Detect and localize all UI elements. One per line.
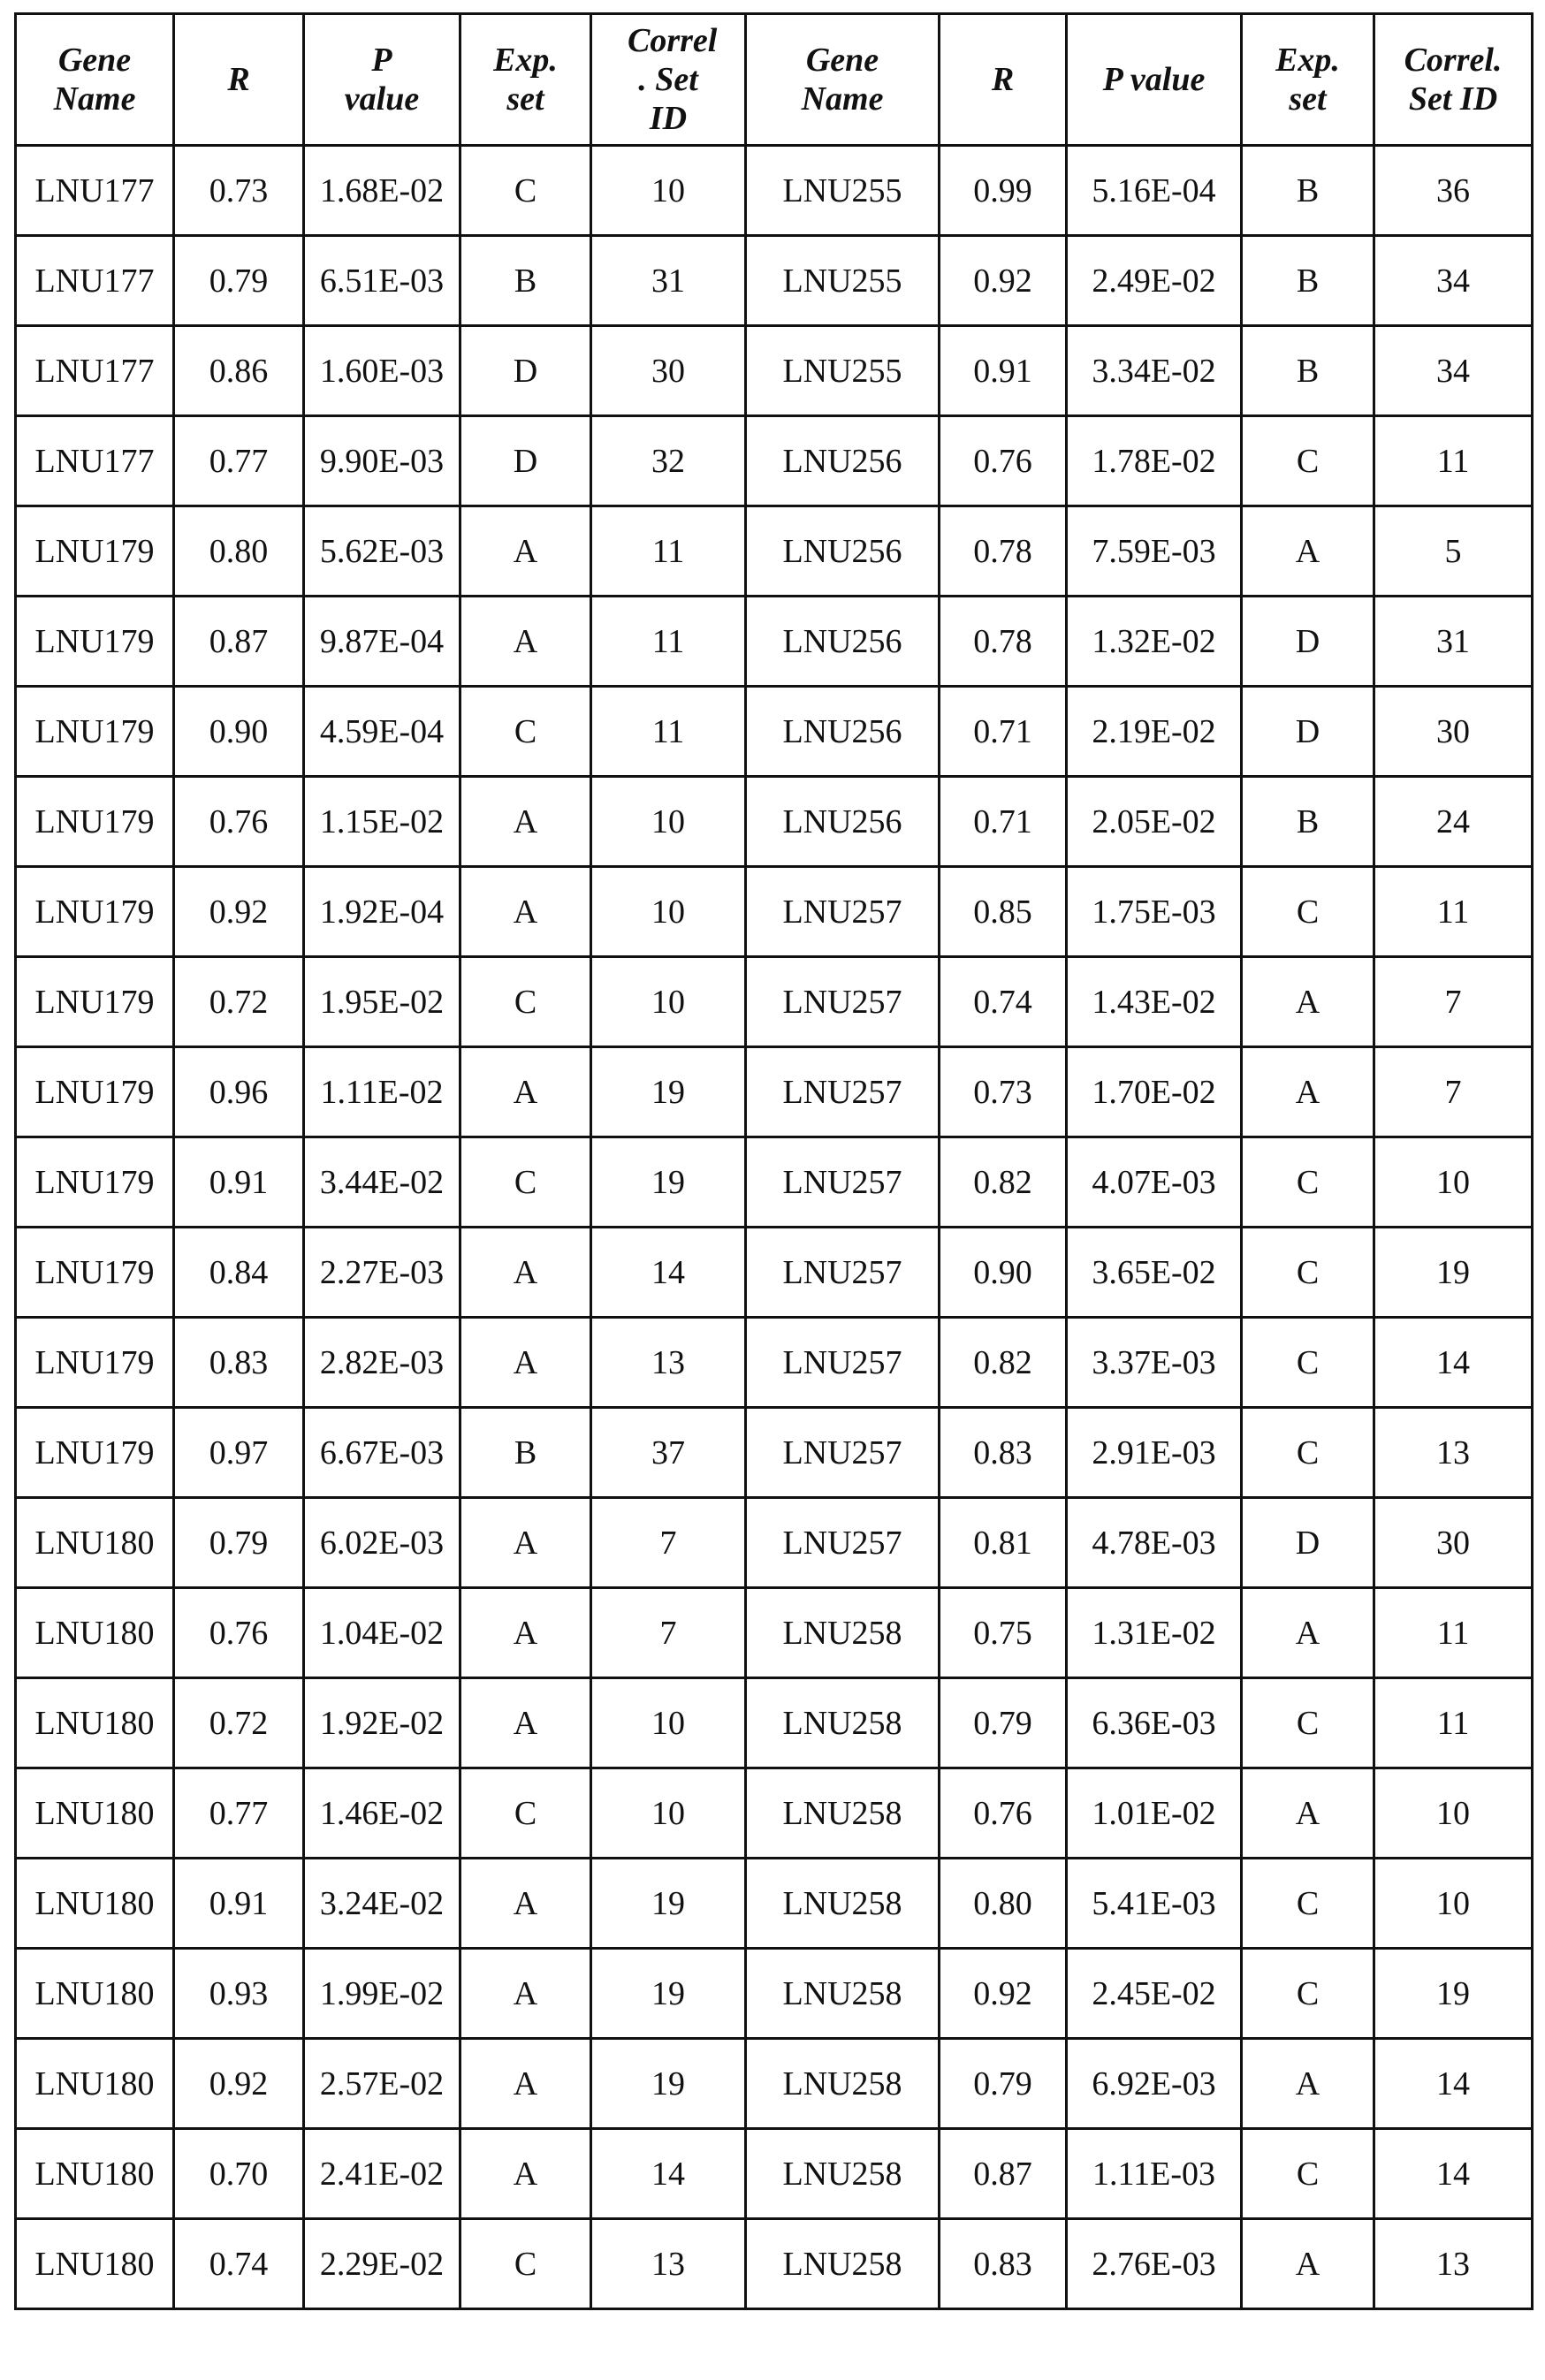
- table-row: [16, 1498, 1533, 1588]
- correl-set-id-cell: 7: [1374, 957, 1533, 1047]
- correl-set-id-cell: 14: [1374, 1318, 1533, 1408]
- correl-set-id-cell: 11: [591, 687, 746, 777]
- gene-name-cell: LNU258: [746, 1768, 940, 1859]
- correl-set-id-cell: 10: [591, 777, 746, 867]
- p-value-cell: 1.75E-03: [1067, 867, 1242, 957]
- p-value-cell: 2.76E-03: [1067, 2219, 1242, 2309]
- p-value-cell: 1.92E-02: [304, 1678, 460, 1768]
- exp-set-cell: A: [1242, 2219, 1374, 2309]
- p-value-cell: 2.57E-02: [304, 2039, 460, 2129]
- correl-set-id-cell: 10: [591, 146, 746, 236]
- p-value-cell: 6.36E-03: [1067, 1678, 1242, 1768]
- table-row: [16, 2219, 1533, 2309]
- exp-set-cell: C: [1242, 1318, 1374, 1408]
- r-value-cell: 0.79: [940, 2039, 1067, 2129]
- gene-name-cell: LNU180: [16, 1768, 174, 1859]
- table-row: [16, 777, 1533, 867]
- table-row: [16, 597, 1533, 687]
- exp-set-cell: C: [1242, 1408, 1374, 1498]
- correl-set-id-cell: 11: [1374, 1678, 1533, 1768]
- table-row: [16, 2129, 1533, 2219]
- correl-set-id-cell: 19: [591, 1137, 746, 1228]
- r-value-cell: 0.91: [174, 1137, 304, 1228]
- gene-name-cell: LNU257: [746, 957, 940, 1047]
- gene-name-cell: LNU257: [746, 1047, 940, 1137]
- correl-set-id-cell: 14: [1374, 2039, 1533, 2129]
- p-value-cell: 9.87E-04: [304, 597, 460, 687]
- r-value-cell: 0.92: [174, 867, 304, 957]
- gene-name-cell: LNU256: [746, 777, 940, 867]
- table-row: [16, 146, 1533, 236]
- r-value-cell: 0.90: [940, 1228, 1067, 1318]
- p-value-cell: 1.60E-03: [304, 326, 460, 416]
- r-value-cell: 0.91: [940, 326, 1067, 416]
- r-value-cell: 0.81: [940, 1498, 1067, 1588]
- r-value-cell: 0.73: [174, 146, 304, 236]
- p-value-cell: 2.27E-03: [304, 1228, 460, 1318]
- correl-set-id-cell: 10: [591, 1768, 746, 1859]
- exp-set-cell: A: [460, 597, 591, 687]
- correl-set-id-cell: 19: [591, 2039, 746, 2129]
- exp-set-cell: A: [460, 777, 591, 867]
- r-value-cell: 0.72: [174, 1678, 304, 1768]
- correl-set-id-cell: 14: [591, 2129, 746, 2219]
- exp-set-cell: A: [460, 1588, 591, 1678]
- gene-name-cell: LNU257: [746, 1498, 940, 1588]
- gene-name-cell: LNU177: [16, 416, 174, 506]
- correl-set-id-cell: 36: [1374, 146, 1533, 236]
- correl-set-id-cell: 31: [1374, 597, 1533, 687]
- p-value-cell: 1.68E-02: [304, 146, 460, 236]
- exp-set-cell: D: [460, 326, 591, 416]
- correl-set-id-cell: 11: [591, 506, 746, 597]
- exp-set-cell: A: [460, 1047, 591, 1137]
- correl-set-id-cell: 10: [1374, 1859, 1533, 1949]
- r-value-cell: 0.75: [940, 1588, 1067, 1678]
- gene-name-cell: LNU177: [16, 326, 174, 416]
- gene-name-cell: LNU258: [746, 1678, 940, 1768]
- correl-set-id-cell: 10: [591, 867, 746, 957]
- gene-name-cell: LNU257: [746, 1137, 940, 1228]
- header-row: [16, 14, 1533, 146]
- gene-name-cell: LNU180: [16, 1588, 174, 1678]
- r-value-cell: 0.87: [174, 597, 304, 687]
- table-row: [16, 1408, 1533, 1498]
- table-row: [16, 506, 1533, 597]
- correl-set-id-cell: 14: [591, 1228, 746, 1318]
- p-value-cell: 2.41E-02: [304, 2129, 460, 2219]
- exp-set-cell: C: [460, 687, 591, 777]
- exp-set-cell: D: [1242, 1498, 1374, 1588]
- gene-name-cell: LNU180: [16, 2219, 174, 2309]
- header-exp-set-left: Exp. set: [460, 14, 591, 146]
- gene-name-cell: LNU255: [746, 326, 940, 416]
- exp-set-cell: C: [1242, 1137, 1374, 1228]
- correl-set-id-cell: 13: [1374, 2219, 1533, 2309]
- p-value-cell: 1.46E-02: [304, 1768, 460, 1859]
- table-row: [16, 1678, 1533, 1768]
- exp-set-cell: D: [1242, 687, 1374, 777]
- gene-name-cell: LNU179: [16, 1408, 174, 1498]
- r-value-cell: 0.74: [174, 2219, 304, 2309]
- r-value-cell: 0.91: [174, 1859, 304, 1949]
- correl-set-id-cell: 19: [591, 1047, 746, 1137]
- table-row: [16, 1137, 1533, 1228]
- exp-set-cell: C: [460, 2219, 591, 2309]
- correl-set-id-cell: 5: [1374, 506, 1533, 597]
- correl-set-id-cell: 13: [1374, 1408, 1533, 1498]
- r-value-cell: 0.99: [940, 146, 1067, 236]
- p-value-cell: 5.16E-04: [1067, 146, 1242, 236]
- p-value-cell: 2.05E-02: [1067, 777, 1242, 867]
- table-row: [16, 1228, 1533, 1318]
- p-value-cell: 9.90E-03: [304, 416, 460, 506]
- correl-set-id-cell: 10: [1374, 1768, 1533, 1859]
- gene-name-cell: LNU179: [16, 777, 174, 867]
- correl-set-id-cell: 14: [1374, 2129, 1533, 2219]
- r-value-cell: 0.78: [940, 597, 1067, 687]
- gene-name-cell: LNU180: [16, 1949, 174, 2039]
- header-r-left: R: [174, 14, 304, 146]
- table-row: [16, 2039, 1533, 2129]
- gene-name-cell: LNU256: [746, 416, 940, 506]
- gene-name-cell: LNU258: [746, 2219, 940, 2309]
- exp-set-cell: C: [460, 957, 591, 1047]
- p-value-cell: 3.37E-03: [1067, 1318, 1242, 1408]
- gene-name-cell: LNU177: [16, 146, 174, 236]
- p-value-cell: 3.34E-02: [1067, 326, 1242, 416]
- r-value-cell: 0.76: [940, 1768, 1067, 1859]
- gene-name-cell: LNU177: [16, 236, 174, 326]
- correl-set-id-cell: 34: [1374, 326, 1533, 416]
- exp-set-cell: D: [1242, 597, 1374, 687]
- gene-name-cell: LNU179: [16, 1318, 174, 1408]
- exp-set-cell: A: [460, 506, 591, 597]
- gene-name-cell: LNU257: [746, 1228, 940, 1318]
- r-value-cell: 0.83: [940, 1408, 1067, 1498]
- correl-set-id-cell: 19: [591, 1859, 746, 1949]
- exp-set-cell: C: [1242, 867, 1374, 957]
- correl-set-id-cell: 7: [1374, 1047, 1533, 1137]
- r-value-cell: 0.80: [174, 506, 304, 597]
- gene-name-cell: LNU257: [746, 1408, 940, 1498]
- p-value-cell: 5.41E-03: [1067, 1859, 1242, 1949]
- correl-set-id-cell: 10: [1374, 1137, 1533, 1228]
- p-value-cell: 1.78E-02: [1067, 416, 1242, 506]
- r-value-cell: 0.71: [940, 777, 1067, 867]
- r-value-cell: 0.74: [940, 957, 1067, 1047]
- gene-name-cell: LNU179: [16, 1137, 174, 1228]
- r-value-cell: 0.92: [174, 2039, 304, 2129]
- p-value-cell: 6.92E-03: [1067, 2039, 1242, 2129]
- exp-set-cell: A: [460, 1498, 591, 1588]
- exp-set-cell: B: [460, 236, 591, 326]
- r-value-cell: 0.78: [940, 506, 1067, 597]
- gene-name-cell: LNU180: [16, 1859, 174, 1949]
- r-value-cell: 0.83: [174, 1318, 304, 1408]
- p-value-cell: 1.11E-02: [304, 1047, 460, 1137]
- exp-set-cell: C: [1242, 1228, 1374, 1318]
- exp-set-cell: A: [460, 1678, 591, 1768]
- correl-set-id-cell: 11: [1374, 416, 1533, 506]
- r-value-cell: 0.97: [174, 1408, 304, 1498]
- gene-name-cell: LNU179: [16, 867, 174, 957]
- header-exp-set-right: Exp. set: [1242, 14, 1374, 146]
- r-value-cell: 0.96: [174, 1047, 304, 1137]
- exp-set-cell: A: [1242, 506, 1374, 597]
- exp-set-cell: A: [460, 1949, 591, 2039]
- r-value-cell: 0.76: [174, 777, 304, 867]
- p-value-cell: 1.92E-04: [304, 867, 460, 957]
- correl-set-id-cell: 32: [591, 416, 746, 506]
- r-value-cell: 0.92: [940, 236, 1067, 326]
- exp-set-cell: A: [460, 2039, 591, 2129]
- gene-name-cell: LNU258: [746, 2039, 940, 2129]
- gene-name-cell: LNU179: [16, 957, 174, 1047]
- gene-name-cell: LNU255: [746, 146, 940, 236]
- exp-set-cell: A: [460, 1318, 591, 1408]
- correl-set-id-cell: 19: [1374, 1949, 1533, 2039]
- gene-name-cell: LNU179: [16, 506, 174, 597]
- gene-name-cell: LNU257: [746, 1318, 940, 1408]
- correlation-table: [14, 12, 1534, 2310]
- correl-set-id-cell: 10: [591, 957, 746, 1047]
- gene-name-cell: LNU180: [16, 2129, 174, 2219]
- p-value-cell: 4.78E-03: [1067, 1498, 1242, 1588]
- gene-name-cell: LNU179: [16, 1047, 174, 1137]
- exp-set-cell: C: [1242, 2129, 1374, 2219]
- table-row: [16, 326, 1533, 416]
- p-value-cell: 1.15E-02: [304, 777, 460, 867]
- exp-set-cell: C: [460, 1768, 591, 1859]
- exp-set-cell: C: [1242, 416, 1374, 506]
- table-row: [16, 1949, 1533, 2039]
- gene-name-cell: LNU179: [16, 687, 174, 777]
- exp-set-cell: B: [1242, 326, 1374, 416]
- header-p-value-left: P value: [304, 14, 460, 146]
- p-value-cell: 2.45E-02: [1067, 1949, 1242, 2039]
- correl-set-id-cell: 13: [591, 2219, 746, 2309]
- table-row: [16, 1318, 1533, 1408]
- p-value-cell: 7.59E-03: [1067, 506, 1242, 597]
- p-value-cell: 1.11E-03: [1067, 2129, 1242, 2219]
- r-value-cell: 0.85: [940, 867, 1067, 957]
- exp-set-cell: B: [1242, 777, 1374, 867]
- p-value-cell: 1.01E-02: [1067, 1768, 1242, 1859]
- gene-name-cell: LNU257: [746, 867, 940, 957]
- p-value-cell: 1.43E-02: [1067, 957, 1242, 1047]
- header-correl-set-id-right: Correl. Set ID: [1374, 14, 1533, 146]
- r-value-cell: 0.80: [940, 1859, 1067, 1949]
- p-value-cell: 1.70E-02: [1067, 1047, 1242, 1137]
- exp-set-cell: C: [1242, 1678, 1374, 1768]
- correl-set-id-cell: 31: [591, 236, 746, 326]
- gene-name-cell: LNU180: [16, 1678, 174, 1768]
- correl-set-id-cell: 11: [1374, 1588, 1533, 1678]
- r-value-cell: 0.72: [174, 957, 304, 1047]
- gene-name-cell: LNU256: [746, 506, 940, 597]
- r-value-cell: 0.93: [174, 1949, 304, 2039]
- p-value-cell: 4.59E-04: [304, 687, 460, 777]
- r-value-cell: 0.79: [174, 236, 304, 326]
- p-value-cell: 1.31E-02: [1067, 1588, 1242, 1678]
- p-value-cell: 3.24E-02: [304, 1859, 460, 1949]
- p-value-cell: 3.44E-02: [304, 1137, 460, 1228]
- exp-set-cell: B: [1242, 236, 1374, 326]
- gene-name-cell: LNU255: [746, 236, 940, 326]
- table-row: [16, 687, 1533, 777]
- header-gene-name-right: Gene Name: [746, 14, 940, 146]
- exp-set-cell: C: [1242, 1859, 1374, 1949]
- table-row: [16, 1588, 1533, 1678]
- p-value-cell: 1.04E-02: [304, 1588, 460, 1678]
- p-value-cell: 6.51E-03: [304, 236, 460, 326]
- p-value-cell: 4.07E-03: [1067, 1137, 1242, 1228]
- exp-set-cell: A: [460, 1228, 591, 1318]
- correl-set-id-cell: 19: [1374, 1228, 1533, 1318]
- r-value-cell: 0.84: [174, 1228, 304, 1318]
- r-value-cell: 0.83: [940, 2219, 1067, 2309]
- r-value-cell: 0.87: [940, 2129, 1067, 2219]
- header-gene-name-left: Gene Name: [16, 14, 174, 146]
- r-value-cell: 0.82: [940, 1318, 1067, 1408]
- exp-set-cell: B: [460, 1408, 591, 1498]
- p-value-cell: 6.02E-03: [304, 1498, 460, 1588]
- exp-set-cell: A: [1242, 2039, 1374, 2129]
- r-value-cell: 0.82: [940, 1137, 1067, 1228]
- table-row: [16, 1047, 1533, 1137]
- p-value-cell: 6.67E-03: [304, 1408, 460, 1498]
- p-value-cell: 2.91E-03: [1067, 1408, 1242, 1498]
- correl-set-id-cell: 10: [591, 1678, 746, 1768]
- r-value-cell: 0.79: [174, 1498, 304, 1588]
- correl-set-id-cell: 34: [1374, 236, 1533, 326]
- gene-name-cell: LNU179: [16, 597, 174, 687]
- correl-set-id-cell: 7: [591, 1498, 746, 1588]
- correl-set-id-cell: 30: [591, 326, 746, 416]
- correl-set-id-cell: 24: [1374, 777, 1533, 867]
- correl-set-id-cell: 11: [591, 597, 746, 687]
- r-value-cell: 0.76: [174, 1588, 304, 1678]
- gene-name-cell: LNU256: [746, 687, 940, 777]
- exp-set-cell: A: [1242, 1047, 1374, 1137]
- r-value-cell: 0.90: [174, 687, 304, 777]
- correl-set-id-cell: 11: [1374, 867, 1533, 957]
- r-value-cell: 0.76: [940, 416, 1067, 506]
- header-correl-set-id-left: Correl . Set ID: [591, 14, 746, 146]
- gene-name-cell: LNU180: [16, 2039, 174, 2129]
- r-value-cell: 0.77: [174, 416, 304, 506]
- exp-set-cell: D: [460, 416, 591, 506]
- table-row: [16, 867, 1533, 957]
- gene-name-cell: LNU256: [746, 597, 940, 687]
- p-value-cell: 5.62E-03: [304, 506, 460, 597]
- exp-set-cell: C: [460, 146, 591, 236]
- header-p-value-right: P value: [1067, 14, 1242, 146]
- exp-set-cell: C: [460, 1137, 591, 1228]
- r-value-cell: 0.73: [940, 1047, 1067, 1137]
- p-value-cell: 2.29E-02: [304, 2219, 460, 2309]
- r-value-cell: 0.71: [940, 687, 1067, 777]
- exp-set-cell: A: [1242, 1588, 1374, 1678]
- p-value-cell: 2.82E-03: [304, 1318, 460, 1408]
- r-value-cell: 0.77: [174, 1768, 304, 1859]
- p-value-cell: 1.99E-02: [304, 1949, 460, 2039]
- gene-name-cell: LNU258: [746, 1588, 940, 1678]
- correl-set-id-cell: 13: [591, 1318, 746, 1408]
- table-row: [16, 416, 1533, 506]
- p-value-cell: 3.65E-02: [1067, 1228, 1242, 1318]
- p-value-cell: 2.19E-02: [1067, 687, 1242, 777]
- r-value-cell: 0.86: [174, 326, 304, 416]
- table-row: [16, 1768, 1533, 1859]
- gene-name-cell: LNU180: [16, 1498, 174, 1588]
- table-row: [16, 1859, 1533, 1949]
- gene-name-cell: LNU179: [16, 1228, 174, 1318]
- gene-name-cell: LNU258: [746, 1859, 940, 1949]
- correl-set-id-cell: 30: [1374, 1498, 1533, 1588]
- gene-name-cell: LNU258: [746, 2129, 940, 2219]
- correl-set-id-cell: 37: [591, 1408, 746, 1498]
- p-value-cell: 2.49E-02: [1067, 236, 1242, 326]
- correl-set-id-cell: 7: [591, 1588, 746, 1678]
- exp-set-cell: C: [1242, 1949, 1374, 2039]
- p-value-cell: 1.32E-02: [1067, 597, 1242, 687]
- exp-set-cell: A: [460, 1859, 591, 1949]
- table-body: [16, 146, 1533, 2309]
- exp-set-cell: A: [460, 867, 591, 957]
- header-r-right: R: [940, 14, 1067, 146]
- exp-set-cell: A: [1242, 1768, 1374, 1859]
- p-value-cell: 1.95E-02: [304, 957, 460, 1047]
- exp-set-cell: A: [1242, 957, 1374, 1047]
- table-row: [16, 236, 1533, 326]
- r-value-cell: 0.79: [940, 1678, 1067, 1768]
- gene-name-cell: LNU258: [746, 1949, 940, 2039]
- r-value-cell: 0.70: [174, 2129, 304, 2219]
- r-value-cell: 0.92: [940, 1949, 1067, 2039]
- correl-set-id-cell: 19: [591, 1949, 746, 2039]
- exp-set-cell: B: [1242, 146, 1374, 236]
- exp-set-cell: A: [460, 2129, 591, 2219]
- correl-set-id-cell: 30: [1374, 687, 1533, 777]
- table-row: [16, 957, 1533, 1047]
